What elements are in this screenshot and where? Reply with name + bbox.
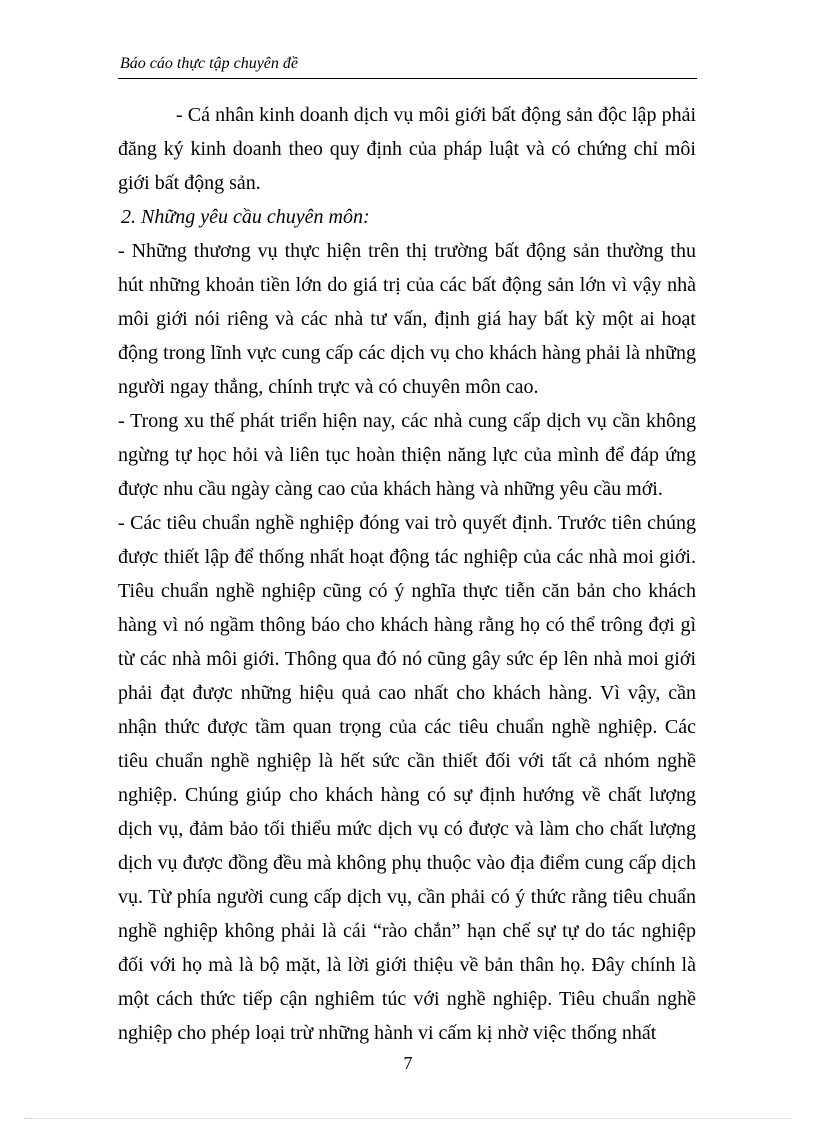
paragraph-development-trend: - Trong xu thế phát triển hiện nay, các nhà cung cấp dịch vụ cần không ngừng tự học hỏi và liên tục hoàn thiện năng lực của mình để đáp ứng được nhu cầu ngày càng cao của khách hàng và những yêu cầu mới. (118, 410, 696, 500)
header-title: Báo cáo thực tập chuyên đề (120, 55, 298, 72)
paragraph-professional-standards: - Các tiêu chuẩn nghề nghiệp đóng vai trò quyết định. Trước tiên chúng được thiết lập để thống nhất hoạt động tác nghiệp của các nhà moi giới. Tiêu chuẩn nghề nghiệp cũng có ý nghĩa thực tiễn căn bản cho khách hàng vì nó ngầm thông báo cho khách hàng rằng họ có thể trông đợi gì từ các nhà môi giới. Thông qua đó nó cũng gây sức ép lên nhà moi giới phải đạt được những hiệu quả cao nhất cho khách hàng. Vì vậy, cần nhận thức được tầm quan trọng của các tiêu chuẩn nghề nghiệp. Các tiêu chuẩn nghề nghiệp là hết sức cần thiết đối với tất cả nhóm nghề nghiệp. Chúng giúp cho khách hàng có sự định hướng về chất lượng dịch vụ, đảm bảo tối thiểu mức dịch vụ có được và làm cho chất lượng dịch vụ được đồng đều mà không phụ thuộc vào địa điểm cung cấp dịch vụ. Từ phía người cung cấp dịch vụ, cần phải có ý thức rằng tiêu chuẩn nghề nghiệp không phải là cái “rào chắn” hạn chế sự tự do tác nghiệp đối với họ mà là bộ mặt, là lời giới thiệu về bản thân họ. Đây chính là một cách thức tiếp cận nghiêm túc với nghề nghiệp. Tiêu chuẩn nghề nghiệp cho phép loại trừ những hành vi cấm kị nhờ việc thống nhất (118, 512, 696, 1044)
document-body (118, 98, 696, 1050)
page-header (118, 52, 697, 79)
paragraph-transactions: - Những thương vụ thực hiện trên thị trường bất động sản thường thu hút những khoản tiền lớn do giá trị của các bất động sản lớn vì vậy nhà môi giới nói riêng và các nhà tư vấn, định giá hay bất kỳ một ai hoạt động trong lĩnh vực cung cấp các dịch vụ cho khách hàng phải là những người ngay thẳng, chính trực và có chuyên môn cao. (118, 240, 696, 398)
page-number: 7 (403, 1053, 413, 1073)
page-bottom-divider (24, 1118, 792, 1119)
section-heading: 2. Những yêu cầu chuyên môn: (121, 206, 370, 228)
paragraph-individual-broker: - Cá nhân kinh doanh dịch vụ môi giới bất động sản độc lập phải đăng ký kinh doanh theo quy định của pháp luật và có chứng chỉ môi giới bất động sản. (118, 104, 696, 194)
